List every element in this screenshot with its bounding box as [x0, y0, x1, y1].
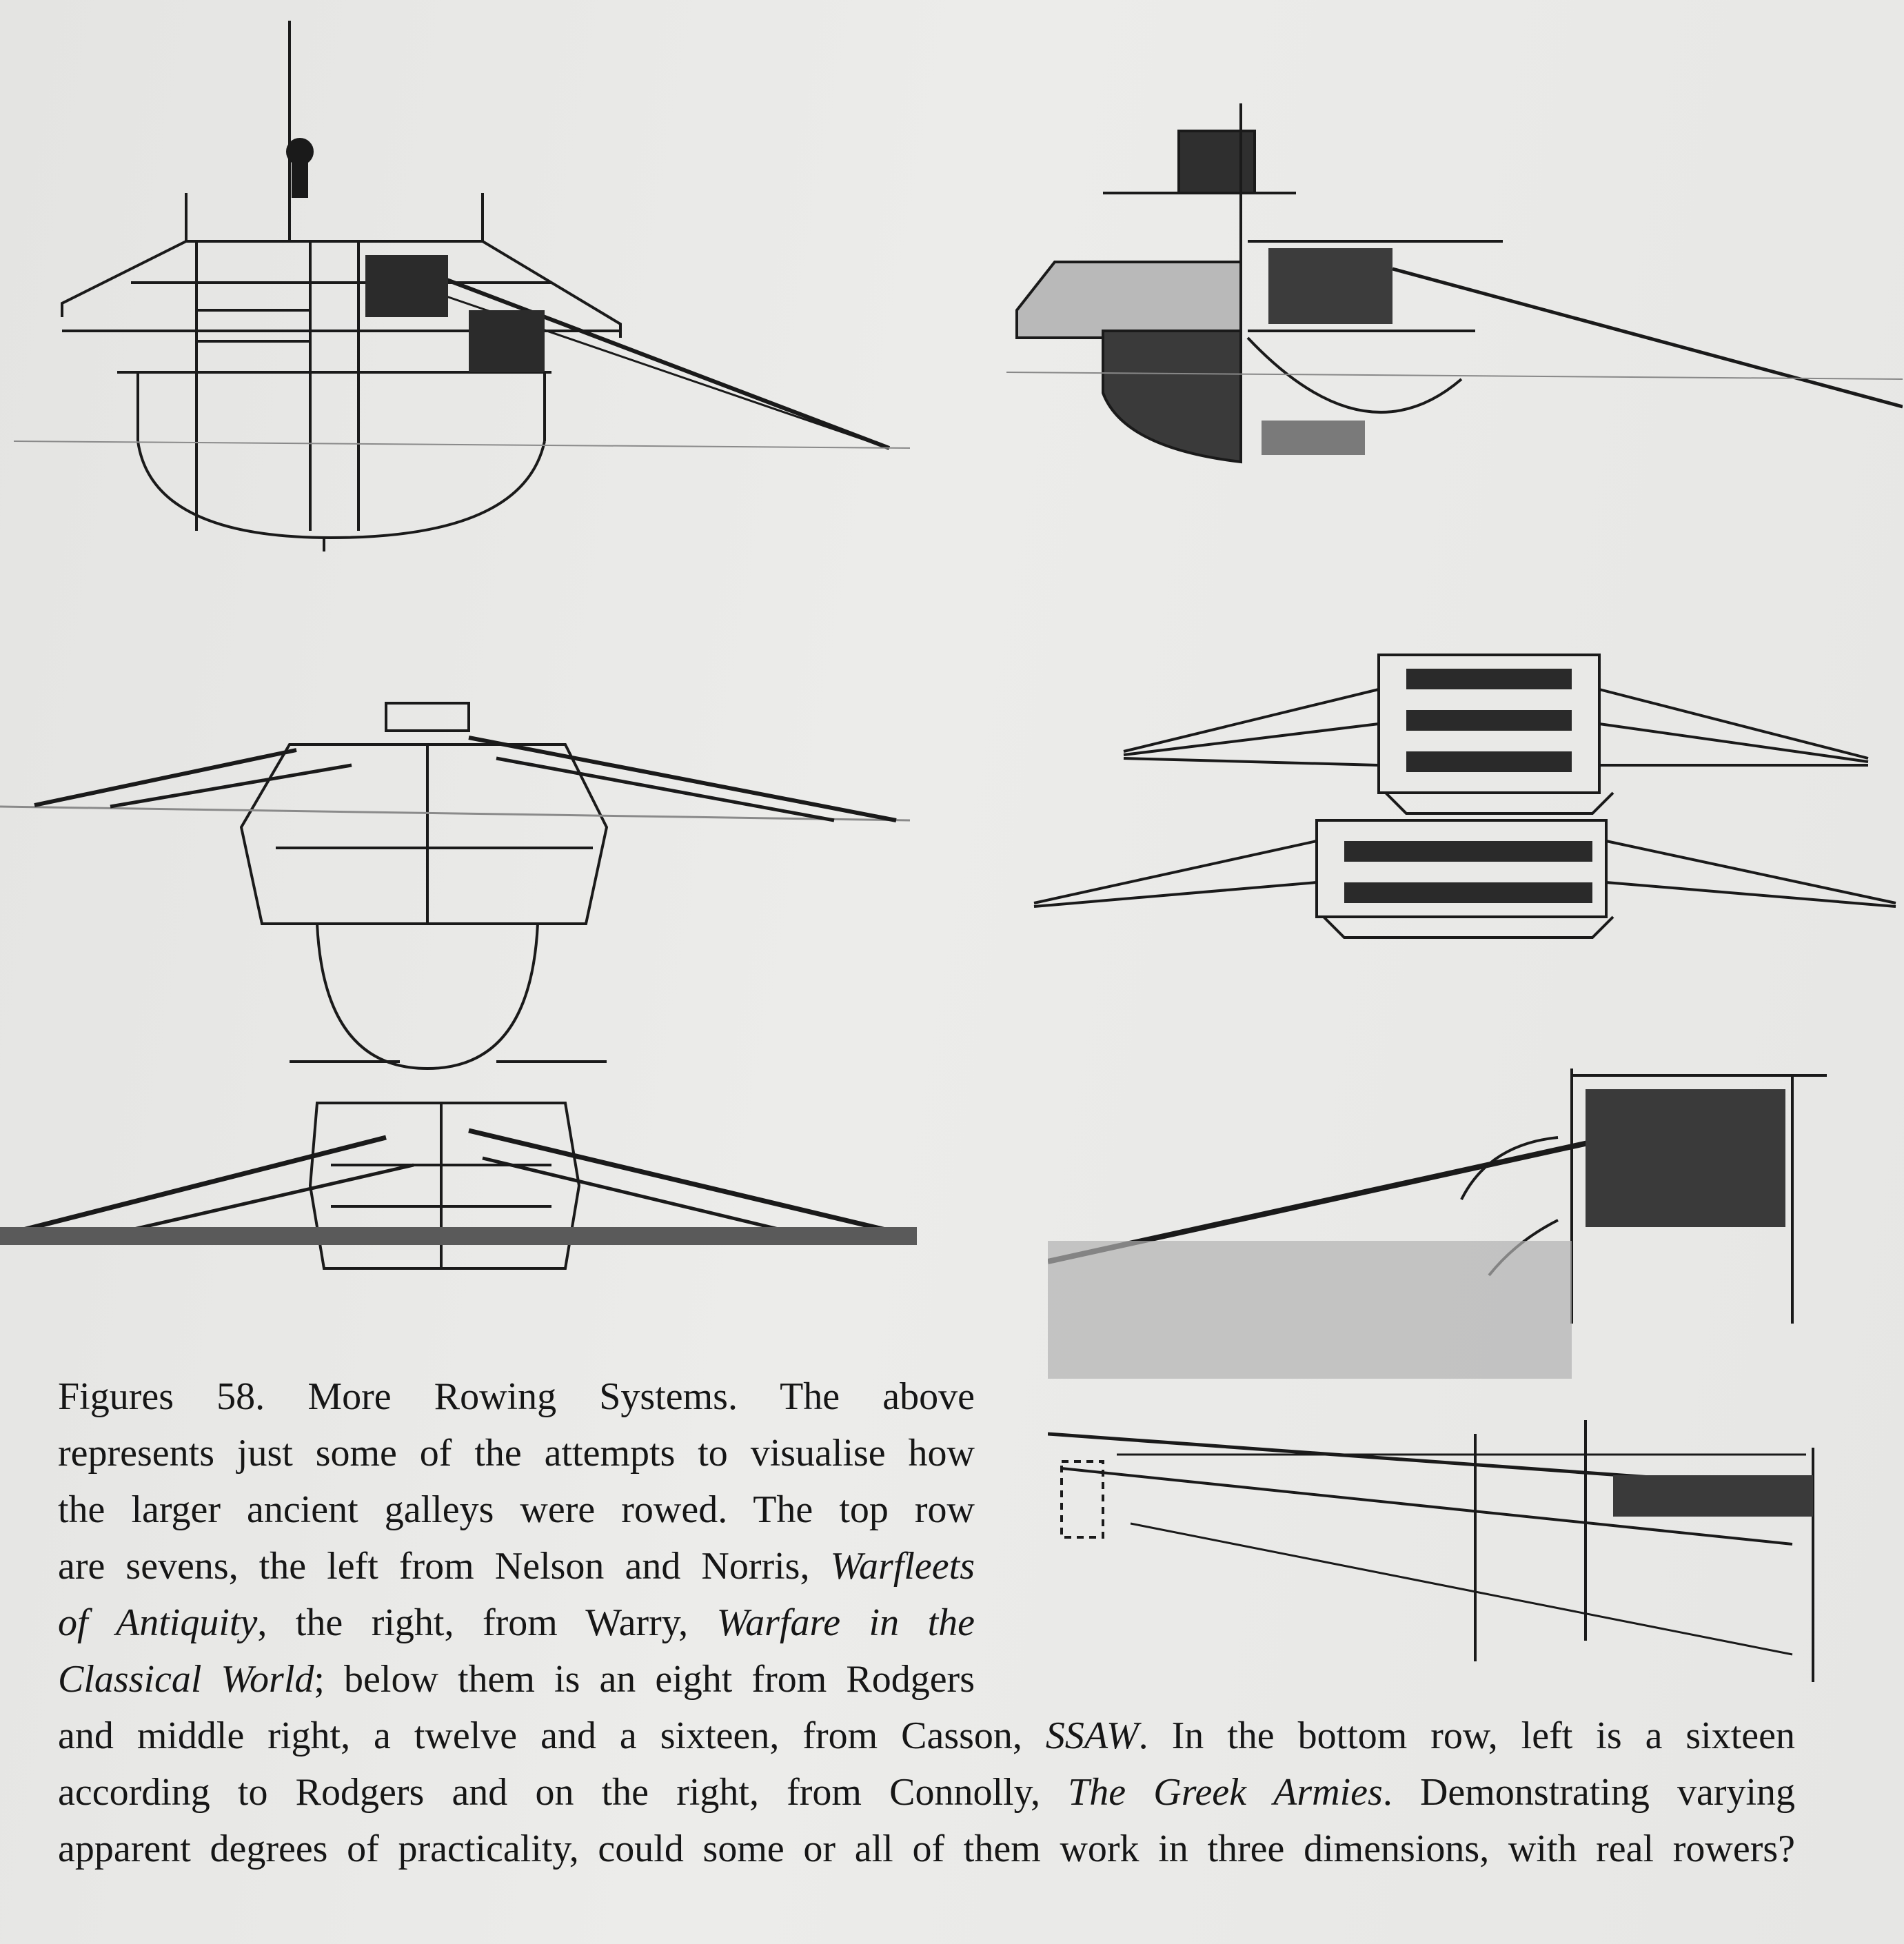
caption-text: More Rowing Systems. The above [307, 1375, 975, 1418]
caption-book-title: Classical World [58, 1658, 314, 1701]
caption-line-9: apparent degrees of practicality, could some or all of them work in three dimensions, with real rowers? [58, 1827, 1795, 1870]
caption-line-2: represents just some of the attempts to visualise how [58, 1432, 975, 1475]
caption-line-8 [58, 1764, 1795, 1821]
caption-book-title: of Antiquity [58, 1601, 258, 1644]
figure-seven-warry [1006, 103, 1903, 489]
caption-book-title: Warfare in the [716, 1601, 975, 1644]
caption-text: according to Rodgers and on the right, from Connolly, [58, 1771, 1040, 1814]
caption-line-4 [58, 1538, 975, 1594]
caption-line-5 [58, 1594, 975, 1651]
caption-line-7 [58, 1708, 1795, 1764]
caption-line-3: the larger ancient galleys were rowed. The top row [58, 1488, 975, 1531]
figure-eight-rodgers [0, 689, 924, 1089]
caption-book-title: Warfleets [830, 1545, 975, 1588]
figure-sixteen-rodgers [0, 1048, 924, 1324]
figure-caption [58, 1368, 1795, 1877]
caption-text: , the right, from Warry, [257, 1601, 689, 1644]
caption-text: are sevens, the left from Nelson and Norris, [58, 1545, 810, 1588]
figure-seven-nelson-norris [14, 14, 924, 565]
caption-line-1 [58, 1368, 975, 1425]
caption-book-title: SSAW [1045, 1714, 1139, 1757]
caption-text: ; below them is an eight from Rodgers [314, 1658, 975, 1701]
caption-text: and middle right, a twelve and a sixteen, from Casson, [58, 1714, 1022, 1757]
caption-label: Figures 58. [58, 1375, 265, 1418]
caption-book-title: The Greek Armies [1068, 1771, 1383, 1814]
caption-text: . In the bottom row, left is a sixteen [1138, 1714, 1795, 1757]
caption-text: . Demonstrating varying [1382, 1771, 1795, 1814]
figure-twelve-sixteen-casson [1020, 614, 1904, 986]
caption-line-6 [58, 1651, 975, 1708]
